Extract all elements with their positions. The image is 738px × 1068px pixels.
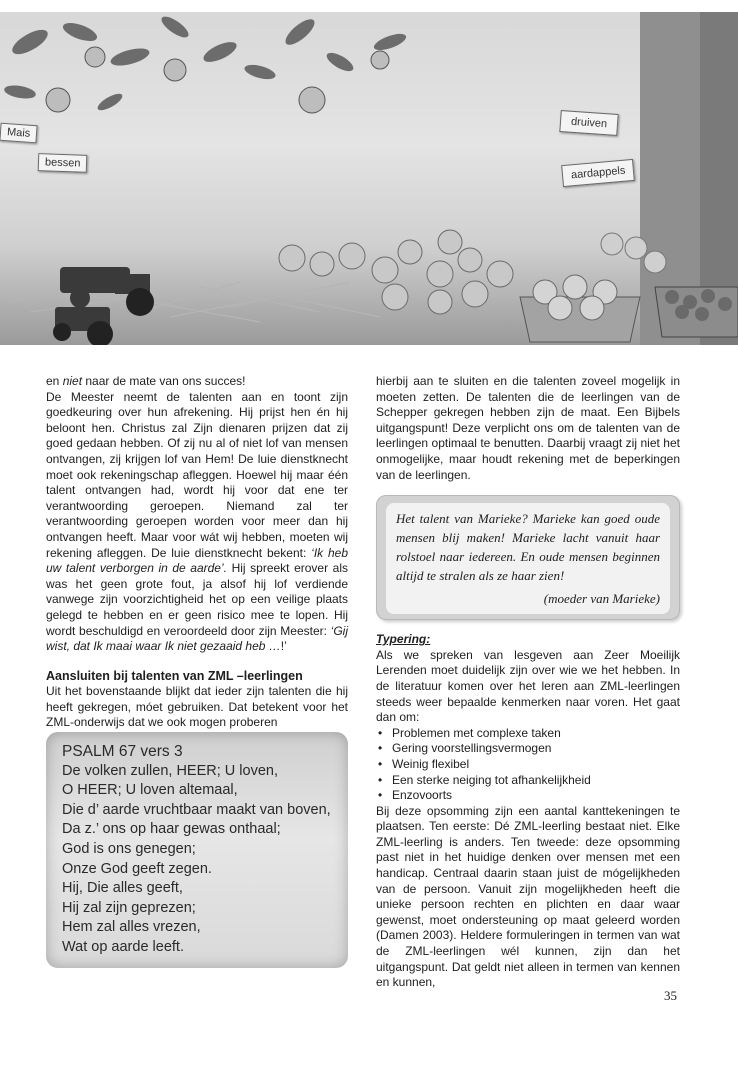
- right-column: [376, 374, 680, 991]
- psalm-line: Die d’ aarde vruchtbaar maakt van boven,: [62, 801, 331, 818]
- list-item: • Een sterke neiging tot afhankelijkheid: [376, 773, 680, 789]
- card-bessen: bessen: [38, 153, 88, 173]
- psalm-line: Hij, Die alles geeft,: [62, 880, 183, 897]
- right-paragraph-2: Als we spreken van lesgeven aan Zeer Moeilijk Lerenden moet duidelijk zijn over wie we het hebben. In de literatuur komen over het leren aan ZML-leerlingen steeds weer bepaalde kenmerken naar voren. Het gaat dan om:: [376, 647, 680, 725]
- psalm-line: Onze God geeft zegen.: [62, 860, 212, 877]
- card-mais: Mais: [0, 123, 38, 144]
- psalm-text: [62, 742, 331, 958]
- card-aardappels: aardappels: [561, 159, 635, 187]
- psalm-line: PSALM 67 vers 3: [62, 743, 183, 760]
- psalm-photo: [46, 732, 348, 968]
- list-item: • Problemen met complexe taken: [376, 726, 680, 742]
- left-paragraph-2: De Meester neemt de talenten aan en toont zijn goedkeuring over hun afrekening. Hij prijst hen én hij beloont hen. Christus zal Zijn dienaren prijzen dat zij goed gedaan hebben. Of zij nu al of niet lof van mensen ontvangen, zij krijgen lof van Hem! De luie dienstknecht moet ook rekeningschap afleggen. Hoewel hij maar één talent ontvangen had, wordt hij voor dat ene ter verantwoording geroepen. Niemand zal ter verantwoording geroepen worden voor meer dan hij ontvangen heeft. Maar voor wát wij hebben, moeten wij rekening afleggen. De luie dienstknecht bekent: ‘Ik heb uw talent verborgen in de aarde’. Hij spreekt erover als was het geen grote fout, ja alsof hij lof verdiende vanwege zijn voorzichtigheid het op een veilige plaats gelegd te hebben en er geen risico mee te lopen. Hij wordt beschuldigd en veroordeeld door zijn Meester: ‘Gij wist, dat Ik maai waar Ik niet gezaaid heb …!’: [46, 389, 349, 654]
- psalm-line: Wat op aarde leeft.: [62, 938, 184, 955]
- psalm-line: Da z.’ ons op haar gewas onthaal;: [62, 821, 281, 838]
- quote-box: [376, 495, 680, 620]
- quote-inner: [386, 503, 670, 614]
- psalm-line: O HEER; U loven altemaal,: [62, 782, 238, 799]
- page-number: 35: [664, 988, 677, 1003]
- left-paragraph-1: en niet naar de mate van ons succes!: [46, 374, 246, 388]
- psalm-line: Hem zal alles vrezen,: [62, 919, 201, 936]
- subheading-typering: Typering:: [376, 632, 431, 647]
- right-paragraph-3: Bij deze opsomming zijn een aantal kanttekeningen te plaatsen. Ten eerste: Dé ZML-leerling bestaat niet. Elke ZML-leerling is anders. Ten tweede: deze opsomming past niet in het huidige denken over mensen met een handicap. Centraal daarin staan juist de mógelijkheden van de persoon. Vanuit zijn mogelijkheden heeft die unieke persoon rechten en plichten en daar waar gewenst, moet ondersteuning op maat geleerd worden (Damen 2003). Heldere formuleringen in termen van wat de ZML-leerlingen wél kunnen, zijn dan het uitgangspunt. Dat geldt niet alleen in termen van kennen en kunnen,: [376, 803, 680, 990]
- list-item: • Weinig flexibel: [376, 757, 680, 773]
- left-column: [46, 374, 348, 731]
- bullet-list: [376, 726, 680, 804]
- left-paragraph-3: Uit het bovenstaande blijkt dat ieder zijn talenten die hij heeft gekregen, móet gebruiken. Dat betekent voor het ZML-onderwijs dat we ook mogen proberen: [46, 684, 348, 730]
- card-druiven: druiven: [559, 110, 618, 136]
- classroom-photo: [0, 12, 738, 345]
- right-paragraph-1: hierbij aan te sluiten en die talenten zoveel mogelijk in moeten zetten. De talenten die de leerlingen van de Schepper gekregen hebben zijn de maat. Een Bijbels uitgangspunt! Deze verplicht ons om de talenten van de leerlingen optimaal te benutten. Daarbij vraagt zij niet het onmogelijke, maar houdt rekening met de beperkingen van de leerlingen.: [376, 374, 680, 482]
- psalm-line: Hij zal zijn geprezen;: [62, 899, 196, 916]
- quote-source: (moeder van Marieke): [543, 591, 660, 607]
- list-item: • Enzovoorts: [376, 788, 680, 804]
- section-heading: Aansluiten bij talenten van ZML –leerlingen: [46, 668, 303, 683]
- list-item: • Gering voorstellingsvermogen: [376, 741, 680, 757]
- psalm-line: De volken zullen, HEER; U loven,: [62, 762, 278, 779]
- psalm-line: God is ons genegen;: [62, 840, 196, 857]
- quote-text: Het talent van Marieke? Marieke kan goed oude mensen blij maken! Marieke lacht vanuit haar rolstoel naar iedereen. En oude mensen beginnen altijd te stralen als ze haar zien!: [396, 511, 660, 584]
